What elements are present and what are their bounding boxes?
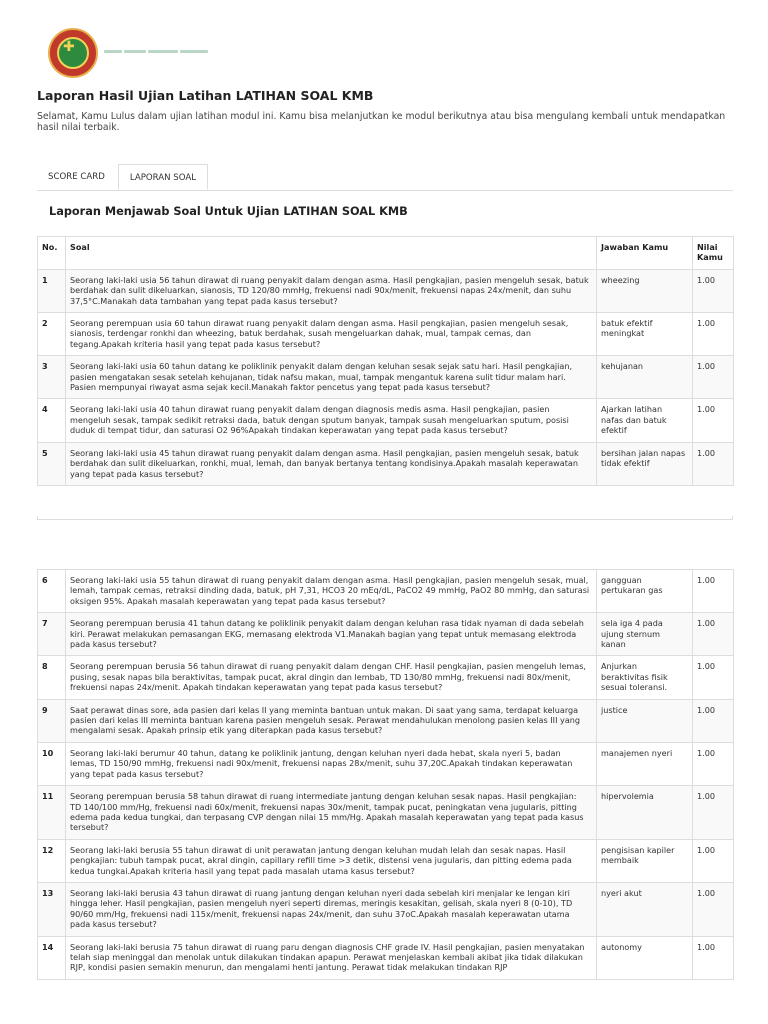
score-value: 1.00: [693, 839, 734, 882]
row-number: 10: [38, 742, 66, 785]
table-row: [38, 936, 734, 979]
answer-text: nyeri akut: [597, 882, 693, 936]
logo-wordmark: [104, 48, 214, 58]
report-title-bold: Laporan Menjawab Soal Untuk Ujian: [49, 205, 280, 218]
score-value: 1.00: [693, 936, 734, 979]
table-row: [38, 356, 734, 399]
row-number: 14: [38, 936, 66, 979]
row-number: 5: [38, 442, 66, 485]
score-value: 1.00: [693, 656, 734, 699]
question-text: Seorang perempuan berusia 58 tahun dirawat di ruang intermediate jantung dengan keluhan sesak napas. Hasil pengkajian: TD 140/100 mm/Hg, frekuensi nadi 60x/menit, frekuensi napas 30x/menit, tampak pucat, peningkatan vena jugularis, pitting edema pada kedua tungkai, dan terpasang CVP dengan nilai 15 mm/Hg. Apakah masalah keperawatan yang tepat pada kasus tersebut?: [66, 786, 597, 840]
answer-text: kehujanan: [597, 356, 693, 399]
row-number: 13: [38, 882, 66, 936]
report-title: [49, 205, 408, 218]
table-header-row: [38, 237, 734, 270]
score-value: 1.00: [693, 269, 734, 312]
logo: [48, 28, 214, 78]
col-header-soal: Soal: [66, 237, 597, 270]
answer-text: pengisisan kapiler membaik: [597, 839, 693, 882]
answer-text: hipervolemia: [597, 786, 693, 840]
table-row: [38, 786, 734, 840]
row-number: 6: [38, 570, 66, 613]
col-header-jawaban: Jawaban Kamu: [597, 237, 693, 270]
table-row: [38, 570, 734, 613]
row-number: 4: [38, 399, 66, 442]
answer-text: batuk efektif meningkat: [597, 313, 693, 356]
table-row: [38, 399, 734, 442]
intro-text: Selamat, Kamu Lulus dalam ujian latihan modul ini. Kamu bisa melanjutkan ke modul berikutnya atau bisa mengulang kembali untuk mendapatkan hasil nilai terbaik.: [37, 111, 726, 133]
answer-text: sela iga 4 pada ujung sternum kanan: [597, 613, 693, 656]
row-number: 11: [38, 786, 66, 840]
score-value: 1.00: [693, 786, 734, 840]
question-text: Seorang perempuan usia 60 tahun dirawat ruang penyakit dalam dengan asma. Hasil pengkajian, pasien mengeluh sesak, sianosis, terdengar ronkhi dan wheezing, batuk berdahak, susah mengeluarkan dahak, mual, tampak cemas, dan tegang.Apakah kriteria hasil yang tepat pada kasus tersebut?: [66, 313, 597, 356]
table-row: [38, 839, 734, 882]
question-text: Seorang laki-laki usia 60 tahun datang ke poliklinik penyakit dalam dengan keluhan sesak sejak satu hari. Hasil pengkajian, pasien mengatakan sesak setelah kehujanan, tidak nafsu makan, mual, tampak mengantuk karena sulit tidur malam hari. Pasien mempunyai riwayat asma sejak kecil.Manakah faktor pencetus yang tepat pada kasus tersebut?: [66, 356, 597, 399]
score-value: 1.00: [693, 613, 734, 656]
table-row: [38, 656, 734, 699]
table-row: [38, 442, 734, 485]
answer-table: [37, 236, 734, 486]
question-text: Seorang laki-laki berusia 75 tahun dirawat di ruang paru dengan diagnosis CHF grade IV. Hasil pengkajian, pasien menyatakan telah siap meninggal dan menolak untuk dilakukan tindakan apapun. Perawat menjelaskan kembali akibat jika tidak dilakukan RJP, kondisi pasien semakin menurun, dan mengalami henti jantung. Perawat tidak melakukan tindakan RJP: [66, 936, 597, 979]
col-header-no: No.: [38, 237, 66, 270]
table-row: [38, 313, 734, 356]
report-title-exam: LATIHAN SOAL KMB: [283, 205, 408, 218]
answer-text: Anjurkan beraktivitas fisik sesuai toleransi.: [597, 656, 693, 699]
question-text: Seorang laki-laki usia 45 tahun dirawat ruang penyakit dalam dengan asma. Hasil pengkajian, pasien mengeluh sesak, batuk berdahak dan sulit dikeluarkan, ronkhi, mual, lemah, dan banyak bertanya tentang kondisinya.Apakah masalah keperawatan yang tepat pada kasus tersebut?: [66, 442, 597, 485]
tab-laporan-soal[interactable]: LAPORAN SOAL: [118, 164, 208, 190]
score-value: 1.00: [693, 882, 734, 936]
row-number: 2: [38, 313, 66, 356]
logo-seal-icon: ✚: [48, 28, 98, 78]
row-number: 7: [38, 613, 66, 656]
question-text: Seorang laki-laki berusia 43 tahun dirawat di ruang jantung dengan keluhan nyeri dada sebelah kiri menjalar ke lengan kiri hingga leher. Hasil pengkajian, pasien mengeluh nyeri seperti diremas, meringis kesakitan, gelisah, skala nyeri 8 (0-10), TD 90/60 mm/Hg, frekuensi nadi 115x/menit, frekuensi napas 24x/menit, dan suhu 37oC.Apakah masalah keperawatan utama pada kasus tersebut?: [66, 882, 597, 936]
score-value: 1.00: [693, 699, 734, 742]
score-value: 1.00: [693, 742, 734, 785]
answer-text: wheezing: [597, 269, 693, 312]
tab-bar: [37, 164, 733, 191]
row-number: 1: [38, 269, 66, 312]
row-number: 8: [38, 656, 66, 699]
answer-text: autonomy: [597, 936, 693, 979]
question-text: Seorang laki-laki berusia 55 tahun dirawat di unit perawatan jantung dengan keluhan mudah lelah dan sesak napas. Hasil pengkajian: tubuh tampak pucat, akral dingin, capillary refill time >3 detik, distensi vena jugularis, dan pitting edema pada kedua tungkai.Apakah kriteria hasil yang tepat pada masalah utama kasus tersebut?: [66, 839, 597, 882]
answer-text: Ajarkan latihan nafas dan batuk efektif: [597, 399, 693, 442]
score-value: 1.00: [693, 399, 734, 442]
question-text: Saat perawat dinas sore, ada pasien dari kelas II yang meminta bantuan untuk makan. Di saat yang sama, terdapat keluarga pasien dari kelas III meminta bantuan karena pasien mengeluh sesak. Perawat mendahulukan menolong pasien kelas III yang mengalami sesak. Apakah prinsip etik yang diterapkan pada kasus tersebut?: [66, 699, 597, 742]
table-row: [38, 613, 734, 656]
col-header-nilai: Nilai Kamu: [693, 237, 734, 270]
page-title: Laporan Hasil Ujian Latihan LATIHAN SOAL KMB: [37, 88, 374, 103]
row-number: 9: [38, 699, 66, 742]
row-number: 3: [38, 356, 66, 399]
table-row: [38, 699, 734, 742]
question-text: Seorang laki-laki usia 56 tahun dirawat di ruang penyakit dalam dengan asma. Hasil pengkajian, pasien mengeluh sesak, batuk berdahak dan sulit dikeluarkan, sianosis, TD 120/80 mmHg, frekuensi nadi 90x/menit, frekuensi napas 24x/menit, dan suhu 37,5°C.Manakah data tambahan yang tepat pada kasus tersebut?: [66, 269, 597, 312]
answer-text: gangguan pertukaran gas: [597, 570, 693, 613]
score-value: 1.00: [693, 356, 734, 399]
table-row: [38, 882, 734, 936]
question-text: Seorang perempuan berusia 41 tahun datang ke poliklinik penyakit dalam dengan keluhan rasa tidak nyaman di dada sebelah kiri. Perawat melakukan pemasangan EKG, memasang elektroda V1.Manakah bagian yang tepat untuk memasang elektroda pada kasus tersebut?: [66, 613, 597, 656]
question-text: Seorang laki-laki berumur 40 tahun, datang ke poliklinik jantung, dengan keluhan nyeri dada hebat, skala nyeri 5, badan lemas, TD 150/90 mmHg, frekuensi nadi 90x/menit, frekuensi napas 28x/menit, suhu 37,20C.Apakah tindakan keperawatan yang tepat pada kasus tersebut?: [66, 742, 597, 785]
score-value: 1.00: [693, 442, 734, 485]
answer-table-continued: [37, 569, 734, 980]
table-row: [38, 742, 734, 785]
answer-text: manajemen nyeri: [597, 742, 693, 785]
tab-score-card[interactable]: SCORE CARD: [48, 172, 105, 182]
question-text: Seorang perempuan berusia 56 tahun dirawat di ruang penyakit dalam dengan CHF. Hasil pengkajian, pasien mengeluh lemas, pusing, sesak napas bila beraktivitas, tampak pucat, akral dingin dan lembab, TD 130/80 mmHg, frekuensi nadi 80x/menit, frekuensi napas 24x/menit. Apakah tindakan keperawatan yang tepat pada kasus tersebut?: [66, 656, 597, 699]
question-text: Seorang laki-laki usia 55 tahun dirawat di ruang penyakit dalam dengan asma. Hasil pengkajian, pasien mengeluh sesak, mual, lemah, tampak cemas, retraksi dinding dada, batuk, pH 7,31, HCO3 20 mEq/dL, PaCO2 49 mmHg, PaO2 80 mmHg, dan saturasi oksigen 95%. Apakah masalah keperawatan yang tepat pada kasus tersebut?: [66, 570, 597, 613]
question-text: Seorang laki-laki usia 40 tahun dirawat ruang penyakit dalam dengan diagnosis medis asma. Hasil pengkajian, pasien mengeluh sesak, tampak sedikit retraksi dada, batuk dengan sputum banyak, tampak susah mengeluarkan sputum, posisi duduk di tempat tidur, dan saturasi O2 96%Apakah tindakan keperawatan yang tepat pada kasus tersebut?: [66, 399, 597, 442]
score-value: 1.00: [693, 313, 734, 356]
score-value: 1.00: [693, 570, 734, 613]
table-row: [38, 269, 734, 312]
answer-text: justice: [597, 699, 693, 742]
row-number: 12: [38, 839, 66, 882]
table-footer-spacer: [37, 516, 733, 520]
answer-text: bersihan jalan napas tidak efektif: [597, 442, 693, 485]
